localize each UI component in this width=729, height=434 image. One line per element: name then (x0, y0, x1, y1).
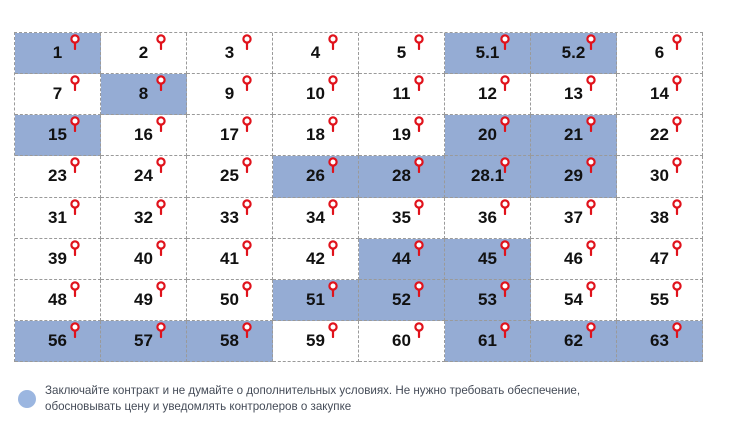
cell-number: 8 (138, 84, 149, 104)
cell-number: 38 (650, 207, 669, 227)
map-pin-icon (499, 157, 511, 173)
map-pin-icon (413, 240, 425, 256)
grid-cell[interactable] (273, 239, 359, 280)
map-pin-icon (327, 157, 339, 173)
map-pin-icon (413, 199, 425, 215)
legend (18, 383, 580, 415)
map-pin-icon (69, 199, 81, 215)
cell-number: 40 (134, 248, 153, 268)
grid-cell[interactable] (531, 115, 617, 156)
legend-line-2: обосновывать цену и уведомлять контролеров о закупке (45, 400, 352, 413)
legend-text (45, 383, 580, 415)
cell-number: 17 (220, 125, 239, 145)
grid-cell[interactable] (445, 239, 531, 280)
cell-number: 20 (478, 125, 497, 145)
grid-cell[interactable] (15, 198, 101, 239)
grid-cell[interactable] (15, 115, 101, 156)
cell-number: 56 (48, 330, 67, 350)
map-pin-icon (585, 116, 597, 132)
cell-number: 1 (52, 43, 63, 63)
grid-cell[interactable] (359, 115, 445, 156)
grid-cell[interactable] (187, 321, 273, 362)
cell-number: 5.1 (475, 43, 500, 63)
grid-cell[interactable] (101, 156, 187, 197)
map-pin-icon (499, 75, 511, 91)
map-pin-icon (585, 199, 597, 215)
grid-cell[interactable] (273, 280, 359, 321)
grid-cell[interactable] (273, 321, 359, 362)
grid-cell[interactable] (359, 74, 445, 115)
cell-number: 45 (478, 248, 497, 268)
cell-number: 53 (478, 289, 497, 309)
map-pin-icon (327, 116, 339, 132)
cell-number: 6 (654, 43, 665, 63)
map-pin-icon (499, 34, 511, 50)
map-pin-icon (671, 75, 683, 91)
cell-number: 52 (392, 289, 411, 309)
cell-number: 34 (306, 207, 325, 227)
grid-cell[interactable] (101, 321, 187, 362)
map-pin-icon (585, 281, 597, 297)
cell-number: 5.2 (561, 43, 586, 63)
grid-cell[interactable] (101, 239, 187, 280)
cell-number: 22 (650, 125, 669, 145)
map-pin-icon (155, 281, 167, 297)
article-grid (14, 32, 703, 362)
cell-number: 14 (650, 84, 669, 104)
cell-number: 44 (392, 248, 411, 268)
grid-cell[interactable] (617, 239, 703, 280)
grid-cell[interactable] (617, 321, 703, 362)
grid-cell[interactable] (273, 74, 359, 115)
map-pin-icon (327, 75, 339, 91)
cell-number: 55 (650, 289, 669, 309)
map-pin-icon (69, 34, 81, 50)
grid-cell[interactable] (187, 280, 273, 321)
map-pin-icon (241, 157, 253, 173)
grid-cell[interactable] (531, 74, 617, 115)
cell-number: 37 (564, 207, 583, 227)
map-pin-icon (69, 281, 81, 297)
map-pin-icon (499, 116, 511, 132)
map-pin-icon (155, 116, 167, 132)
cell-number: 2 (138, 43, 149, 63)
grid-cell[interactable] (617, 33, 703, 74)
map-pin-icon (671, 281, 683, 297)
map-pin-icon (327, 322, 339, 338)
grid-cell[interactable] (187, 156, 273, 197)
map-pin-icon (241, 199, 253, 215)
cell-number: 36 (478, 207, 497, 227)
map-pin-icon (413, 75, 425, 91)
map-pin-icon (671, 240, 683, 256)
grid-cell[interactable] (187, 33, 273, 74)
cell-number: 31 (48, 207, 67, 227)
grid-cell[interactable] (273, 198, 359, 239)
cell-number: 58 (220, 330, 239, 350)
grid-cell[interactable] (15, 280, 101, 321)
map-pin-icon (69, 75, 81, 91)
cell-number: 23 (48, 166, 67, 186)
map-pin-icon (155, 240, 167, 256)
cell-number: 59 (306, 330, 325, 350)
grid-cell[interactable] (531, 280, 617, 321)
grid-cell[interactable] (15, 74, 101, 115)
cell-number: 10 (306, 84, 325, 104)
cell-number: 42 (306, 248, 325, 268)
grid-cell[interactable] (15, 239, 101, 280)
cell-number: 32 (134, 207, 153, 227)
cell-number: 30 (650, 166, 669, 186)
cell-number: 51 (306, 289, 325, 309)
grid-cell[interactable] (187, 239, 273, 280)
map-pin-icon (413, 34, 425, 50)
map-pin-icon (413, 116, 425, 132)
grid-cell[interactable] (273, 156, 359, 197)
grid-cell[interactable] (531, 321, 617, 362)
cell-number: 7 (52, 84, 63, 104)
grid-cell[interactable] (15, 156, 101, 197)
grid-cell[interactable] (15, 321, 101, 362)
grid-cell[interactable] (359, 156, 445, 197)
grid-cell[interactable] (445, 33, 531, 74)
cell-number: 41 (220, 248, 239, 268)
cell-number: 63 (650, 330, 669, 350)
map-pin-icon (155, 199, 167, 215)
map-pin-icon (155, 157, 167, 173)
cell-number: 24 (134, 166, 153, 186)
cell-number: 21 (564, 125, 583, 145)
grid-cell[interactable] (617, 115, 703, 156)
grid-cell[interactable] (101, 33, 187, 74)
grid-cell[interactable] (273, 33, 359, 74)
cell-number: 15 (48, 125, 67, 145)
map-pin-icon (585, 75, 597, 91)
grid-cell[interactable] (359, 33, 445, 74)
map-pin-icon (327, 281, 339, 297)
map-pin-icon (241, 281, 253, 297)
cell-number: 57 (134, 330, 153, 350)
map-pin-icon (327, 34, 339, 50)
cell-number: 13 (564, 84, 583, 104)
cell-number: 16 (134, 125, 153, 145)
grid-cell[interactable] (101, 280, 187, 321)
map-pin-icon (671, 322, 683, 338)
cell-number: 54 (564, 289, 583, 309)
cell-number: 35 (392, 207, 411, 227)
legend-highlight-swatch (18, 390, 36, 408)
cell-number: 62 (564, 330, 583, 350)
map-pin-icon (155, 75, 167, 91)
map-pin-icon (155, 34, 167, 50)
grid-cell[interactable] (359, 198, 445, 239)
grid-cell[interactable] (445, 156, 531, 197)
cell-number: 26 (306, 166, 325, 186)
map-pin-icon (327, 240, 339, 256)
cell-number: 5 (396, 43, 407, 63)
grid-cell[interactable] (101, 74, 187, 115)
cell-number: 28 (392, 166, 411, 186)
grid-cell[interactable] (445, 321, 531, 362)
cell-number: 48 (48, 289, 67, 309)
map-pin-icon (413, 157, 425, 173)
grid-cell[interactable] (531, 156, 617, 197)
map-pin-icon (69, 116, 81, 132)
map-pin-icon (155, 322, 167, 338)
cell-number: 60 (392, 330, 411, 350)
grid-cell[interactable] (531, 33, 617, 74)
map-pin-icon (241, 116, 253, 132)
cell-number: 46 (564, 248, 583, 268)
legend-line-1: Заключайте контракт и не думайте о дополнительных условиях. Не нужно требовать обеспечение, (45, 384, 581, 397)
cell-number: 33 (220, 207, 239, 227)
map-pin-icon (585, 322, 597, 338)
grid-cell[interactable] (187, 115, 273, 156)
map-pin-icon (499, 322, 511, 338)
map-pin-icon (499, 240, 511, 256)
cell-number: 49 (134, 289, 153, 309)
cell-number: 12 (478, 84, 497, 104)
grid-cell[interactable] (101, 198, 187, 239)
grid-cell[interactable] (445, 74, 531, 115)
grid-cell[interactable] (617, 198, 703, 239)
map-pin-icon (671, 199, 683, 215)
map-pin-icon (69, 240, 81, 256)
cell-number: 19 (392, 125, 411, 145)
grid-cell[interactable] (187, 74, 273, 115)
grid-cell[interactable] (445, 198, 531, 239)
grid-cell[interactable] (617, 280, 703, 321)
map-pin-icon (499, 199, 511, 215)
map-pin-icon (241, 75, 253, 91)
cell-number: 18 (306, 125, 325, 145)
map-pin-icon (327, 199, 339, 215)
map-pin-icon (69, 157, 81, 173)
map-pin-icon (413, 322, 425, 338)
map-pin-icon (69, 322, 81, 338)
map-pin-icon (413, 281, 425, 297)
grid-cell[interactable] (359, 280, 445, 321)
map-pin-icon (499, 281, 511, 297)
cell-number: 39 (48, 248, 67, 268)
map-pin-icon (241, 322, 253, 338)
cell-number: 4 (310, 43, 321, 63)
map-pin-icon (241, 34, 253, 50)
grid-cell[interactable] (15, 33, 101, 74)
grid-cell[interactable] (617, 74, 703, 115)
map-pin-icon (671, 34, 683, 50)
map-pin-icon (671, 116, 683, 132)
map-pin-icon (585, 157, 597, 173)
cell-number: 3 (224, 43, 235, 63)
grid-cell[interactable] (101, 115, 187, 156)
cell-number: 29 (564, 166, 583, 186)
cell-number: 9 (224, 84, 235, 104)
grid-cell[interactable] (531, 239, 617, 280)
grid-cell[interactable] (273, 115, 359, 156)
cell-number: 50 (220, 289, 239, 309)
map-pin-icon (585, 34, 597, 50)
map-pin-icon (671, 157, 683, 173)
grid-cell[interactable] (187, 198, 273, 239)
cell-number: 11 (392, 84, 411, 104)
cell-number: 61 (478, 330, 497, 350)
cell-number: 28.1 (470, 166, 505, 186)
grid-cell[interactable] (445, 280, 531, 321)
map-pin-icon (241, 240, 253, 256)
map-pin-icon (585, 240, 597, 256)
grid-cell[interactable] (445, 115, 531, 156)
grid-cell[interactable] (531, 198, 617, 239)
grid-cell[interactable] (359, 321, 445, 362)
cell-number: 47 (650, 248, 669, 268)
grid-cell[interactable] (359, 239, 445, 280)
cell-number: 25 (220, 166, 239, 186)
grid-cell[interactable] (617, 156, 703, 197)
